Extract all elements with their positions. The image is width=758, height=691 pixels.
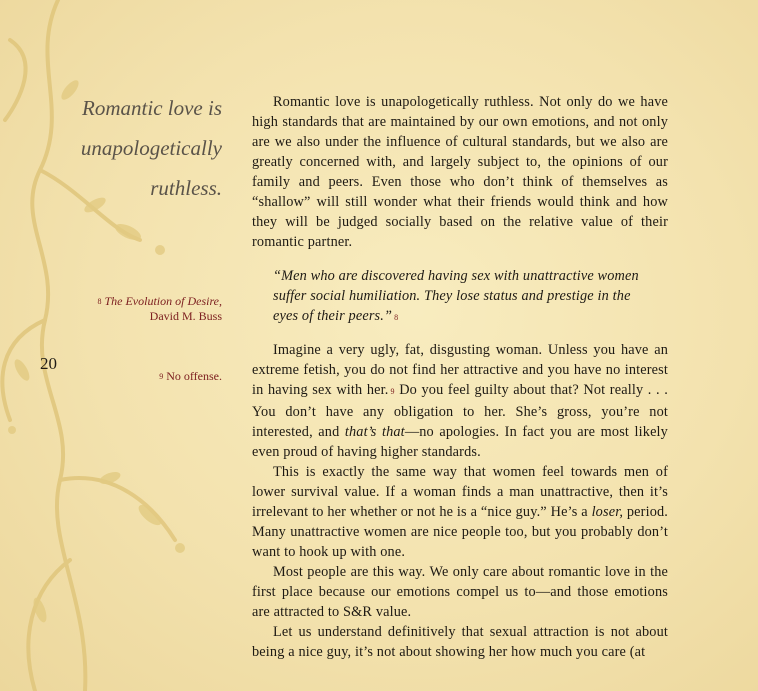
- paragraph-2-part-b: Do you feel guilty about that? Not really . . . You don’t have any obligation to her. She’s gross, you’re not interested, and: [252, 382, 668, 440]
- footnote-marker-9: 9: [390, 387, 395, 396]
- paragraph-2-part-c: —no apologies. In fact you are most likely even proud of having higher standards.: [252, 424, 668, 460]
- sidenote-9-text: No offense.: [166, 369, 222, 383]
- paragraph-4: Most people are this way. We only care about romantic love in the first place because our emotions compel us to—and those emotions are attracted to S&R value.: [252, 564, 668, 620]
- sidenote-8-author: David M. Buss: [149, 309, 222, 323]
- pull-quote: [40, 88, 222, 208]
- paragraph-3-part-a: This is exactly the same way that women feel towards men of lower survival value. If a woman finds a man unattractive, then it’s irrelevant to her whether or not he is a “nice guy.” He’s a: [252, 464, 668, 520]
- paragraph-2: [252, 340, 668, 462]
- sidenote-9: [159, 369, 222, 384]
- pull-quote-line-2: unapologetically: [80, 136, 222, 160]
- body-text: [252, 92, 668, 662]
- paragraph-1: Romantic love is unapologetically ruthless. Not only do we have high standards that are maintained by our own emotions, and not only are we also under the influence of cultural standards, but we also are greatly concerned with, and largely subject to, the opinions of our family and peers. Even those who don’t think of themselves as “shallow” will still wonder what their friends would think and how they will be judged socially based on the relative value of their romantic partner.: [252, 94, 668, 250]
- sidenote-8-marker: 8: [97, 297, 102, 306]
- pull-quote-line-3: ruthless.: [150, 176, 222, 200]
- block-quote-text: “Men who are discovered having sex with unattractive women suffer social humiliation. They lose status and prestige in the eyes of their peers.”: [273, 268, 639, 324]
- footnote-marker-8: 8: [394, 313, 399, 322]
- paragraph-3-part-b: period. Many unattractive women are nice people too, but you probably don’t want to hook up with one.: [252, 504, 669, 560]
- sidenote-8-title: The Evolution of Desire,: [104, 294, 222, 308]
- paragraph-2-part-a: Imagine a very ugly, fat, disgusting woman. Unless you have an extreme fetish, you do not find her attractive and you have no interest in having sex with her.: [252, 342, 668, 398]
- paragraph-5: Let us understand definitively that sexual attraction is not about being a nice guy, it’s not about showing her how much you care (at: [252, 624, 668, 660]
- paragraph-2-emphasis: that’s that: [344, 424, 405, 440]
- sidenote-8: [97, 294, 222, 323]
- page-number: 20: [40, 354, 57, 373]
- paragraph-3-emphasis: loser,: [591, 504, 624, 520]
- block-quote: [252, 260, 653, 328]
- sidenote-9-marker: 9: [159, 372, 164, 381]
- pull-quote-line-1: Romantic love is: [82, 96, 222, 120]
- paragraph-3: [252, 462, 668, 562]
